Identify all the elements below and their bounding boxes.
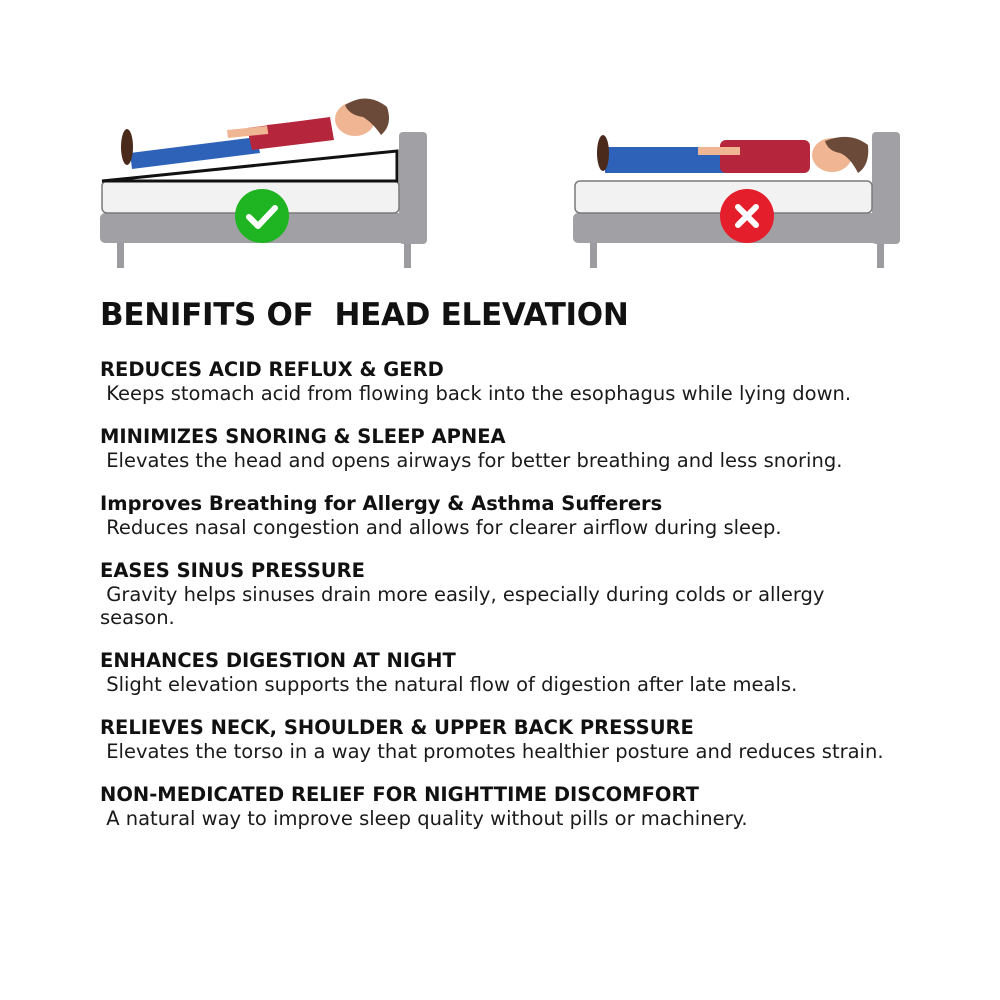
benefit-description: Elevates the head and opens airways for better breathing and less snoring.: [100, 449, 843, 472]
benefit-item: [100, 783, 960, 830]
benefit-item: [100, 425, 960, 472]
benefit-description: A natural way to improve sleep quality without pills or machinery.: [100, 807, 748, 830]
elevated-sleeper-illustration: [97, 95, 437, 275]
benefit-description: Gravity helps sinuses drain more easily, especially during colds or allergy season.: [100, 583, 831, 629]
benefit-description: Reduces nasal congestion and allows for clearer airflow during sleep.: [100, 516, 782, 539]
check-icon: [235, 189, 289, 243]
benefit-description: Elevates the torso in a way that promotes healthier posture and reduces strain.: [100, 740, 884, 763]
bed-with-wedge-drawing: [97, 95, 437, 275]
benefit-title: ENHANCES DIGESTION AT NIGHT: [100, 649, 456, 672]
page-title: BENIFITS OF HEAD ELEVATION: [100, 297, 629, 333]
benefit-item: [100, 492, 960, 539]
benefit-item: [100, 358, 960, 405]
benefit-title: MINIMIZES SNORING & SLEEP APNEA: [100, 425, 506, 448]
benefit-title: EASES SINUS PRESSURE: [100, 559, 365, 582]
benefits-section: [100, 290, 960, 850]
benefit-title: REDUCES ACID REFLUX & GERD: [100, 358, 444, 381]
bed-flat-drawing: [570, 95, 910, 275]
cross-icon: [720, 189, 774, 243]
benefit-title: Improves Breathing for Allergy & Asthma Sufferers: [100, 492, 663, 515]
benefit-item: [100, 716, 960, 763]
benefit-title: RELIEVES NECK, SHOULDER & UPPER BACK PRESSURE: [100, 716, 694, 739]
benefit-description: Keeps stomach acid from flowing back into the esophagus while lying down.: [100, 382, 852, 405]
benefit-description: Slight elevation supports the natural flow of digestion after late meals.: [100, 673, 798, 696]
benefit-item: [100, 559, 960, 629]
flat-sleeper-illustration: [570, 95, 910, 275]
benefit-title: NON-MEDICATED RELIEF FOR NIGHTTIME DISCOMFORT: [100, 783, 699, 806]
benefit-item: [100, 649, 960, 696]
